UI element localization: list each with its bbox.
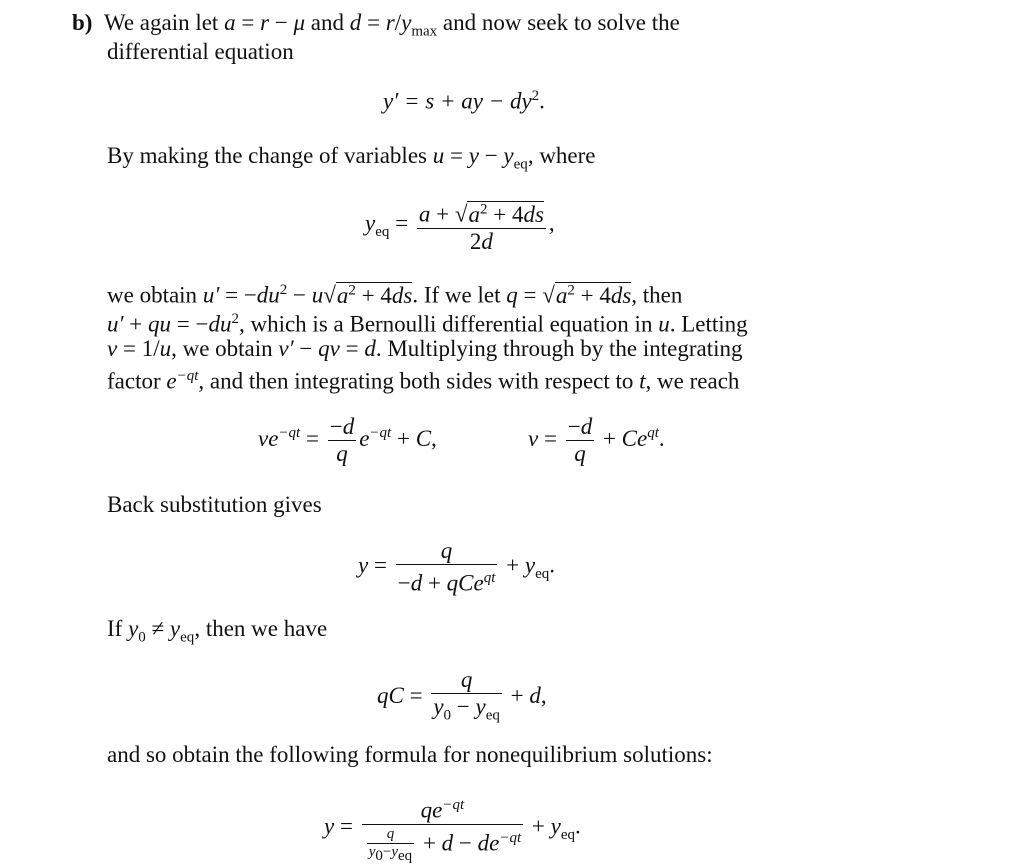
paragraph-6: and so obtain the following formula for nonequilibrium solutions: bbox=[107, 742, 713, 767]
intro-line-1: b) We again let a = r − μ and $d = r/y_{max}$ and now seek to solve the bbox=[72, 10, 680, 40]
paragraph-2: By making the change of variables $u = y - y_{eq}$, where bbox=[107, 143, 596, 173]
paragraph-3-line-3: v = 1/u, we obtain v′ − qv = d. Multiplying through by the integrating bbox=[107, 336, 743, 361]
equation-3a: $ve^{-qt}$ = $\frac{-d}{q}$ $e^{-qt} + C$, bbox=[258, 414, 437, 466]
paragraph-3-line-2: u′ + qu = $-du^2$, which is a Bernoulli differential equation in u. Letting bbox=[107, 311, 748, 337]
paragraph-3-line-1: we obtain $u' = -du^2 - u√a^2 + 4ds$. If we let $q = √a^2 + 4ds$, then bbox=[107, 282, 683, 308]
equation-6: y = $qe^{-qt}$ $\frac{q}{y_0-y_{eq}}$ + $d - de^{-qt}$ + $y_{eq}$. bbox=[324, 792, 581, 865]
equation-4: y = $\frac{q}{-d + qCe^{qt}}$ + $y_{eq}$. bbox=[358, 538, 556, 596]
equation-5: qC = $\frac{q}{y_0 - y_{eq}}$ + d, bbox=[377, 667, 547, 724]
equation-1: y′ = s + ay − $dy^2$. bbox=[383, 88, 545, 114]
paragraph-3-line-4: factor $e^{-qt}$, and then integrating both sides with respect to t, we reach bbox=[107, 368, 740, 394]
equation-3b: v = $\frac{-d}{q}$ + $Ce^{qt}$. bbox=[528, 414, 665, 466]
paragraph-5: If $y_0 \ne y_{eq}$, then we have bbox=[107, 616, 328, 646]
equation-2: $y_{eq}$ = $\frac{a + √a^2 + 4ds}{2d}$ , bbox=[365, 196, 555, 255]
paragraph-4: Back substitution gives bbox=[107, 492, 322, 517]
intro-line-2: differential equation bbox=[107, 39, 294, 64]
part-label: b) bbox=[72, 10, 93, 35]
